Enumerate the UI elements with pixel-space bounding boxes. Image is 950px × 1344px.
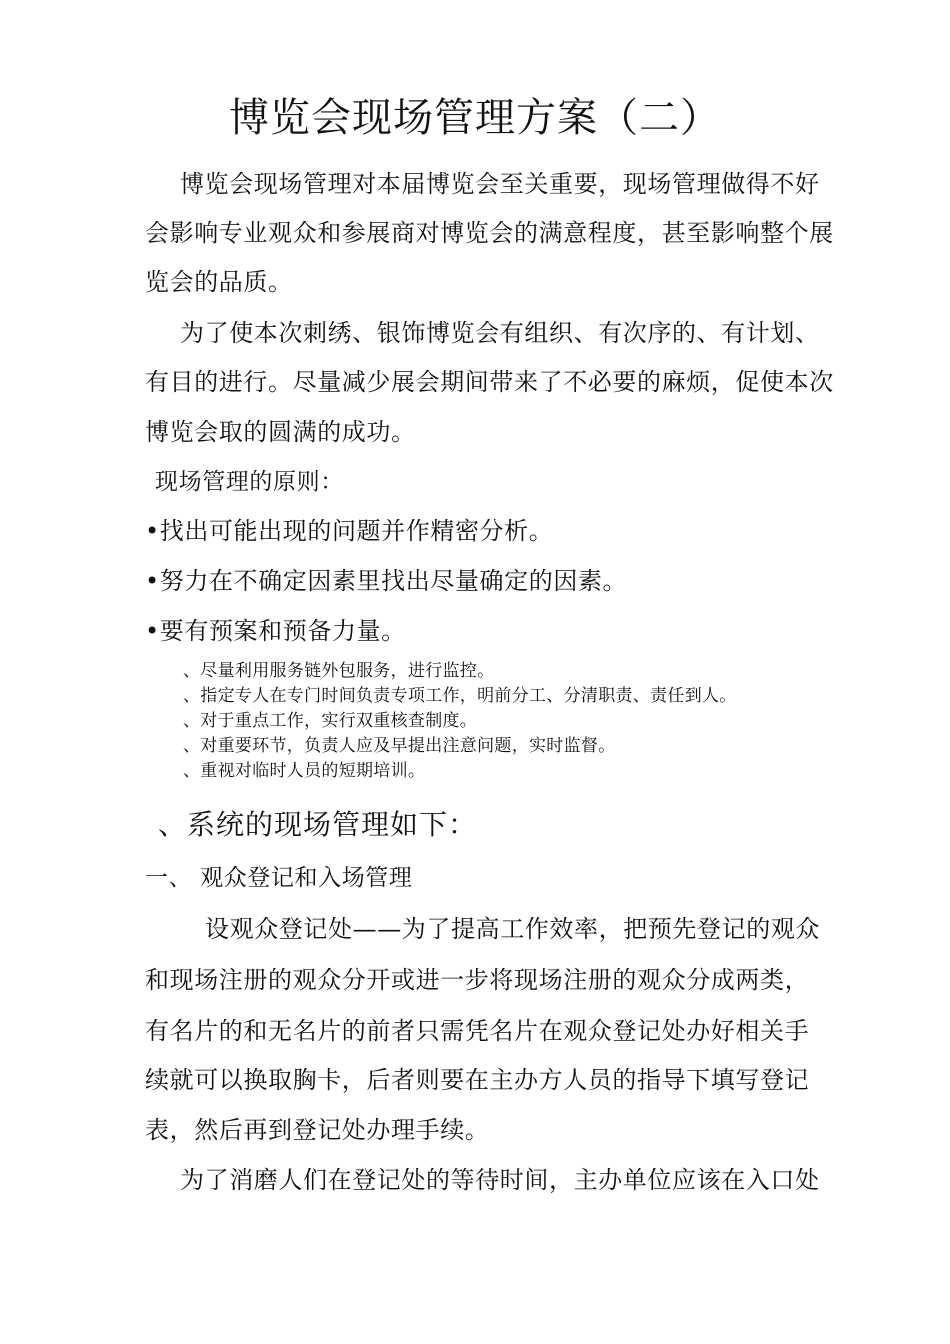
intro-p1-line-1: 博览会现场管理对本届博览会至关重要，现场管理做得不好 <box>180 170 820 198</box>
intro-p2-line-3: 博览会取的圆满的成功。 <box>145 418 416 446</box>
section1-p1-line-3: 有名片的和无名片的前者只需凭名片在观众登记处办好相关手 <box>145 1017 810 1045</box>
section1-p1-line-1: 设观众登记处——为了提高工作效率，把预先登记的观众 <box>205 915 820 943</box>
principle-bullet-2: •努力在不确定因素里找出尽量确定的因素。 <box>145 567 628 595</box>
intro-p1-line-3: 览会的品质。 <box>145 268 293 296</box>
principle-bullet-1: •找出可能出现的问题并作精密分析。 <box>145 517 554 545</box>
system-heading: 、系统的现场管理如下： <box>158 808 478 841</box>
section1-p1-line-5: 表，然后再到登记处办理手续。 <box>145 1116 490 1144</box>
sub-item-4: 、对重要环节，负责人应及早提出注意问题，实时监督。 <box>183 736 616 756</box>
sub-item-1: 、尽量利用服务链外包服务，进行监控。 <box>183 661 495 681</box>
document-title: 博览会现场管理方案（二） <box>229 95 721 141</box>
intro-p1-line-2: 会影响专业观众和参展商对博览会的满意程度，甚至影响整个展 <box>145 219 834 247</box>
section1-p1-line-2: 和现场注册的观众分开或进一步将现场注册的观众分成两类， <box>145 966 810 994</box>
principles-heading: 现场管理的原则： <box>155 469 344 495</box>
section1-heading: 一、 观众登记和入场管理 <box>145 865 413 891</box>
section1-p2-line-1: 为了消磨人们在登记处的等待时间，主办单位应该在入口处 <box>180 1166 820 1194</box>
intro-p2-line-2: 有目的进行。尽量减少展会期间带来了不必要的麻烦，促使本次 <box>145 368 834 396</box>
sub-item-5: 、重视对临时人员的短期培训。 <box>183 761 426 781</box>
section1-p1-line-4: 续就可以换取胸卡，后者则要在主办方人员的指导下填写登记 <box>145 1066 810 1094</box>
sub-item-2: 、指定专人在专门时间负责专项工作，明前分工、分清职责、责任到人。 <box>183 686 737 706</box>
intro-p2-line-1: 为了使本次刺绣、银饰博览会有组织、有次序的、有计划、 <box>180 319 820 347</box>
sub-item-3: 、对于重点工作，实行双重核查制度。 <box>183 711 478 731</box>
principle-bullet-3: •要有预案和预备力量。 <box>145 617 406 645</box>
